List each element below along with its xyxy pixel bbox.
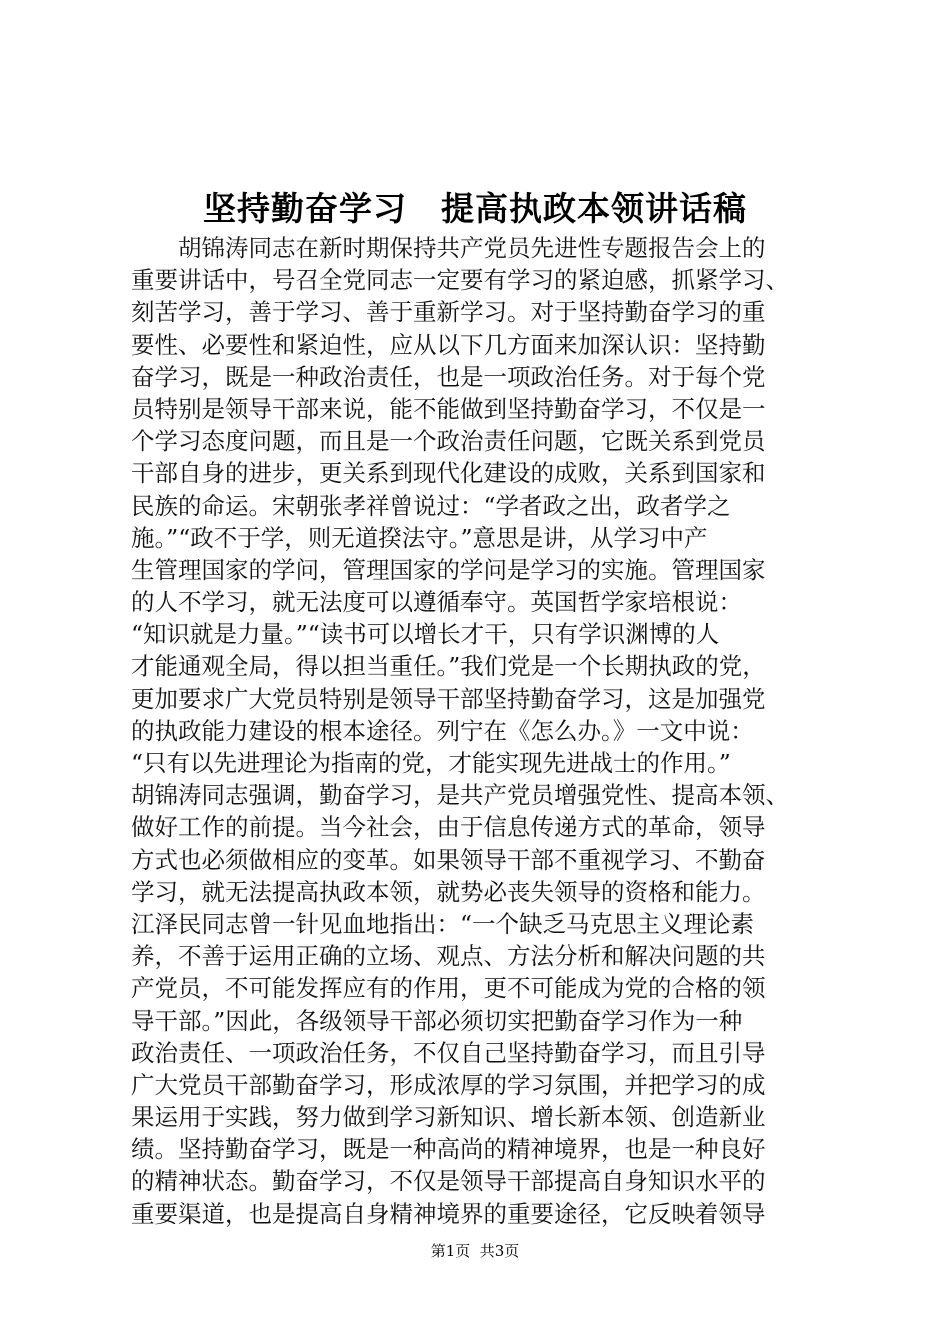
body-text-line: 广大党员干部勤奋学习，形成浓厚的学习氛围，并把学习的成: [131, 1070, 766, 1099]
body-text-line: 个学习态度问题，而且是一个政治责任问题，它既关系到党员: [131, 427, 766, 456]
body-text-line: 养，不善于运用正确的立场、观点、方法分析和解决问题的共: [131, 942, 766, 971]
body-text-line: 施。”“政不于学，则无道揆法守。”意思是讲，从学习中产: [131, 523, 708, 552]
body-text-line: 要性、必要性和紧迫性，应从以下几方面来加深认识：坚持勤: [131, 330, 766, 359]
body-text-line: 的精神状态。勤奋学习，不仅是领导干部提高自身知识水平的: [131, 1167, 766, 1196]
document-body: [131, 232, 831, 1230]
body-text-line: “只有以先进理论为指南的党，才能实现先进战士的作用。”: [131, 749, 731, 777]
body-text-line: 员特别是领导干部来说，能不能做到坚持勤奋学习，不仅是一: [131, 394, 766, 423]
body-text-line: 生管理国家的学问，管理国家的学问是学习的实施。管理国家: [131, 555, 766, 584]
body-text-line: 果运用于实践，努力做到学习新知识、增长新本领、创造新业: [131, 1103, 766, 1132]
body-text-line: 做好工作的前提。当今社会，由于信息传递方式的革命，领导: [131, 813, 766, 842]
body-text-line: 江泽民同志曾一针见血地指出：“一个缺乏马克思主义理论素: [131, 909, 755, 938]
page-footer: 第1页 共3页: [430, 1242, 520, 1260]
body-text-line: 的人不学习，就无法度可以遵循奉守。英国哲学家培根说：: [131, 588, 742, 617]
body-text-line: 奋学习，既是一种政治责任，也是一项政治任务。对于每个党: [131, 362, 766, 391]
body-text-line: 胡锦涛同志强调，勤奋学习，是共产党员增强党性、提高本领、: [131, 781, 789, 810]
document-title: 坚持勤奋学习 提高执政本领讲话稿: [203, 189, 747, 228]
body-text-line: 才能通观全局，得以担当重任。”我们党是一个长期执政的党，: [131, 652, 766, 681]
body-text-line: 重要渠道，也是提高自身精神境界的重要途径，它反映着领导: [131, 1199, 766, 1228]
body-text-line: 胡锦涛同志在新时期保持共产党员先进性专题报告会上的: [131, 234, 766, 262]
body-text-line: 政治责任、一项政治任务，不仅自己坚持勤奋学习，而且引导: [131, 1038, 766, 1067]
body-text-line: 重要讲话中，号召全党同志一定要有学习的紧迫感，抓紧学习、: [131, 266, 789, 295]
body-text-line: 学习，就无法提高执政本领，就势必丧失领导的资格和能力。: [131, 877, 766, 906]
body-text-line: 民族的命运。宋朝张孝祥曾说过：“学者政之出，政者学之: [131, 491, 731, 520]
body-text-line: 导干部。”因此，各级领导干部必须切实把勤奋学习作为一种: [131, 1006, 743, 1035]
body-text-line: 的执政能力建设的根本途径。列宁在《怎么办。》一文中说：: [131, 716, 754, 745]
body-text-line: 更加要求广大党员特别是领导干部坚持勤奋学习，这是加强党: [131, 684, 766, 713]
body-text-line: 干部自身的进步，更关系到现代化建设的成败，关系到国家和: [131, 459, 766, 488]
body-text-line: 绩。坚持勤奋学习，既是一种高尚的精神境界，也是一种良好: [131, 1135, 766, 1164]
body-text-line: 产党员，不可能发挥应有的作用，更不可能成为党的合格的领: [131, 974, 766, 1003]
body-text-line: “知识就是力量。”“读书可以增长才干，只有学识渊博的人: [131, 620, 720, 649]
body-text-line: 方式也必须做相应的变革。如果领导干部不重视学习、不勤奋: [131, 845, 766, 874]
body-text-line: 刻苦学习，善于学习、善于重新学习。对于坚持勤奋学习的重: [131, 298, 766, 327]
